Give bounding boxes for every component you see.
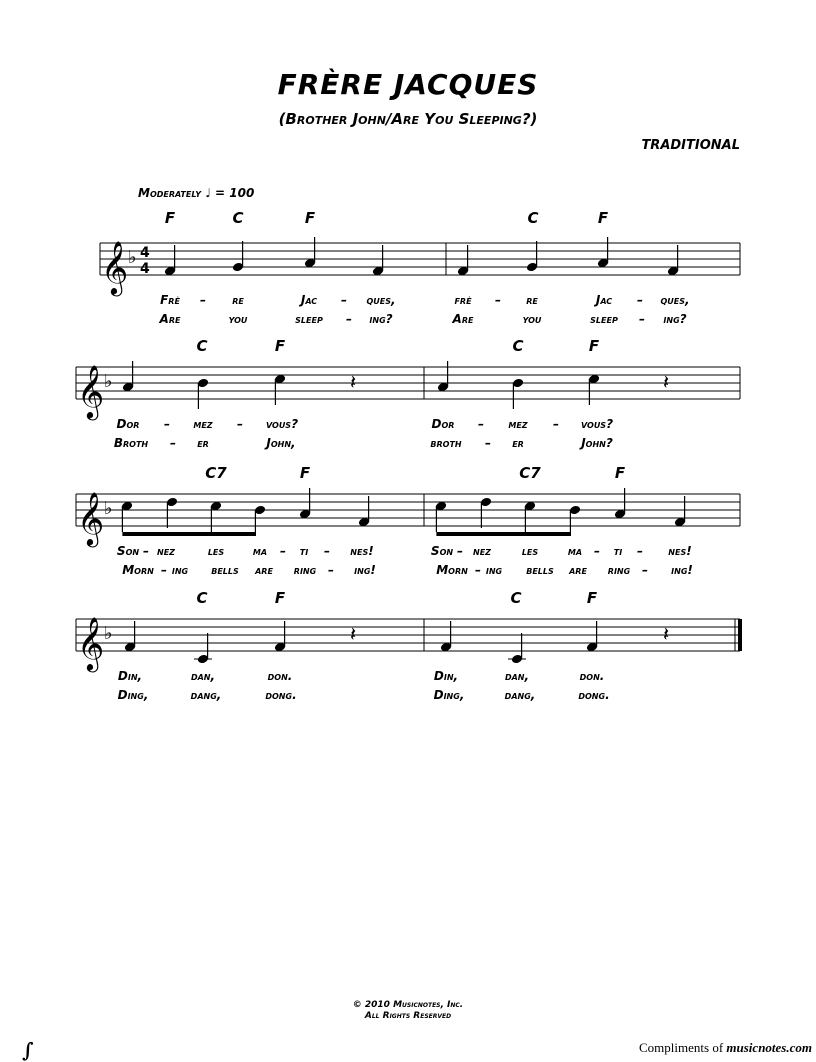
quarter-note-icon: ♩ <box>205 186 211 200</box>
lyric-syllable: er <box>197 436 209 450</box>
lyric-syllable: ing? <box>369 312 393 326</box>
composer-credit: TRADITIONAL <box>641 138 740 153</box>
chord-symbol: F <box>597 209 609 227</box>
eighth-beam <box>436 532 570 536</box>
quarter-rest-icon: 𝄽 <box>350 622 357 646</box>
lyric-syllable: nes! <box>668 544 692 558</box>
music-system-2 <box>0 333 816 473</box>
lyric-syllable: Morn <box>122 563 154 577</box>
lyric-syllable: you <box>522 312 542 326</box>
lyric-syllable: dong. <box>265 688 297 702</box>
lyric-syllable: – <box>280 544 286 558</box>
chord-symbol: F <box>304 209 316 227</box>
lyric-syllable: – <box>594 544 600 558</box>
chord-symbol: C <box>196 589 208 607</box>
lyric-syllable: sleep <box>590 312 618 326</box>
staff-1 <box>0 205 816 345</box>
chord-symbol: C7 <box>519 464 541 482</box>
lyric-syllable: – <box>161 563 167 577</box>
lyric-syllable: are <box>569 563 587 577</box>
lyric-syllable: – <box>328 563 334 577</box>
lyric-syllable: – <box>324 544 330 558</box>
staff-2 <box>0 333 816 473</box>
lyric-syllable: vous? <box>265 417 299 431</box>
lyric-syllable: Dor <box>116 417 140 431</box>
lyric-syllable: – <box>553 417 559 431</box>
song-subtitle: (Brother John/Are You Sleeping?) <box>278 110 538 128</box>
lyric-syllable: Frè <box>160 293 180 307</box>
lyric-syllable: – <box>200 293 206 307</box>
staff-4 <box>0 585 816 725</box>
chord-symbol: C <box>527 209 539 227</box>
lyric-syllable: dang, <box>190 688 222 702</box>
lyric-syllable: are <box>255 563 273 577</box>
lyric-syllable: Son <box>430 544 454 558</box>
eighth-beam <box>122 532 255 536</box>
chord-symbol: F <box>164 209 176 227</box>
lyric-syllable: – <box>143 544 149 558</box>
flat-sign-icon: ♭ <box>104 623 113 644</box>
lyric-syllable: Dor <box>431 417 455 431</box>
lyric-syllable: ing! <box>354 563 376 577</box>
lyric-syllable: ring <box>293 563 317 577</box>
lyric-syllable: you <box>228 312 248 326</box>
lyric-syllable: – <box>457 544 463 558</box>
lyric-syllable: – <box>637 544 643 558</box>
time-signature-bottom: 4 <box>140 261 150 277</box>
treble-clef-icon: 𝄞 <box>77 491 105 545</box>
lyric-syllable: broth <box>430 436 462 450</box>
lyric-syllable: sleep <box>295 312 323 326</box>
treble-clef-icon: 𝄞 <box>101 240 129 294</box>
final-barline-thick <box>738 619 742 651</box>
lyric-syllable: ma <box>567 544 583 558</box>
lyric-syllable: frè <box>454 293 472 307</box>
song-title: FRÈRE JACQUES <box>277 68 539 101</box>
lyric-syllable: Ding, <box>433 688 465 702</box>
flat-sign-icon: ♭ <box>128 247 137 268</box>
lyric-syllable: nez <box>473 544 491 558</box>
chord-symbol: F <box>586 589 598 607</box>
lyric-syllable: John? <box>581 436 613 450</box>
chord-symbol: F <box>274 589 286 607</box>
lyric-syllable: – <box>475 563 481 577</box>
lyric-syllable: – <box>341 293 347 307</box>
lyric-syllable: les <box>207 544 225 558</box>
lyric-syllable: bells <box>211 563 239 577</box>
lyric-syllable: ing? <box>663 312 687 326</box>
flat-sign-icon: ♭ <box>104 498 113 519</box>
lyric-syllable: ma <box>252 544 268 558</box>
lyric-syllable: bells <box>526 563 554 577</box>
lyric-syllable: ti <box>613 544 623 558</box>
flat-sign-icon: ♭ <box>104 371 113 392</box>
musicnotes-logo-icon: ∫ <box>22 1038 34 1062</box>
chord-symbol: F <box>588 337 600 355</box>
lyric-syllable: – <box>639 312 645 326</box>
lyric-syllable: re <box>232 293 244 307</box>
music-system-3 <box>0 460 816 600</box>
lyric-syllable: er <box>512 436 524 450</box>
quarter-rest-icon: 𝄽 <box>350 370 357 394</box>
copyright-line: © 2010 Musicnotes, Inc. <box>352 1000 464 1010</box>
lyric-syllable: don. <box>267 669 293 683</box>
lyric-syllable: – <box>237 417 243 431</box>
lyric-syllable: dan, <box>190 669 216 683</box>
lyric-syllable: les <box>521 544 539 558</box>
lyric-syllable: ing <box>171 563 189 577</box>
music-system-4 <box>0 585 816 725</box>
lyric-syllable: Jac <box>300 293 318 307</box>
chord-symbol: C <box>512 337 524 355</box>
lyric-syllable: re <box>526 293 538 307</box>
lyric-syllable: nes! <box>350 544 374 558</box>
lyric-syllable: dan, <box>504 669 530 683</box>
chord-symbol: C <box>196 337 208 355</box>
lyric-syllable: ti <box>299 544 309 558</box>
quarter-rest-icon: 𝄽 <box>663 370 670 394</box>
lyric-syllable: Jac <box>595 293 613 307</box>
quarter-rest-icon: 𝄽 <box>663 622 670 646</box>
chord-symbol: C <box>232 209 244 227</box>
time-signature-top: 4 <box>140 245 150 261</box>
lyric-syllable: Din, <box>433 669 459 683</box>
lyric-syllable: – <box>346 312 352 326</box>
chord-symbol: C7 <box>205 464 227 482</box>
lyric-syllable: Ding, <box>117 688 149 702</box>
compliments-prefix: Compliments of <box>639 1040 727 1055</box>
lyric-syllable: ing <box>485 563 503 577</box>
copyright-notice <box>0 1000 816 1022</box>
tempo-text: Moderately <box>138 186 201 200</box>
lyric-syllable: nez <box>157 544 175 558</box>
lyric-syllable: dong. <box>578 688 610 702</box>
lyric-syllable: vous? <box>580 417 614 431</box>
compliments-footer[interactable] <box>639 1040 812 1056</box>
lyric-syllable: ques, <box>366 293 396 307</box>
lyric-syllable: – <box>170 436 176 450</box>
chord-symbol: F <box>299 464 311 482</box>
lyric-syllable: – <box>495 293 501 307</box>
lyric-syllable: – <box>164 417 170 431</box>
rights-line: All Rights Reserved <box>364 1011 452 1021</box>
site-link[interactable]: musicnotes.com <box>726 1040 812 1055</box>
lyric-syllable: Are <box>452 312 474 326</box>
lyric-syllable: dang, <box>504 688 536 702</box>
treble-clef-icon: 𝄞 <box>77 364 105 418</box>
treble-clef-icon: 𝄞 <box>77 616 105 670</box>
lyric-syllable: John, <box>266 436 296 450</box>
tempo-value: = 100 <box>215 186 255 200</box>
lyric-syllable: – <box>485 436 491 450</box>
lyric-syllable: Din, <box>117 669 143 683</box>
lyric-syllable: Broth <box>113 436 149 450</box>
lyric-syllable: mez <box>193 417 213 431</box>
chord-symbol: F <box>274 337 286 355</box>
lyric-syllable: mez <box>508 417 528 431</box>
lyric-syllable: – <box>642 563 648 577</box>
music-system-1 <box>0 205 816 345</box>
lyric-syllable: – <box>478 417 484 431</box>
lyric-syllable: don. <box>579 669 605 683</box>
lyric-syllable: ing! <box>671 563 693 577</box>
lyric-syllable: Morn <box>436 563 468 577</box>
staff-3 <box>0 460 816 600</box>
chord-symbol: F <box>614 464 626 482</box>
lyric-syllable: Son <box>116 544 140 558</box>
lyric-syllable: Are <box>159 312 181 326</box>
tempo-marking <box>138 186 254 200</box>
lyric-syllable: ques, <box>660 293 690 307</box>
lyric-syllable: ring <box>607 563 631 577</box>
chord-symbol: C <box>510 589 522 607</box>
lyric-syllable: – <box>637 293 643 307</box>
